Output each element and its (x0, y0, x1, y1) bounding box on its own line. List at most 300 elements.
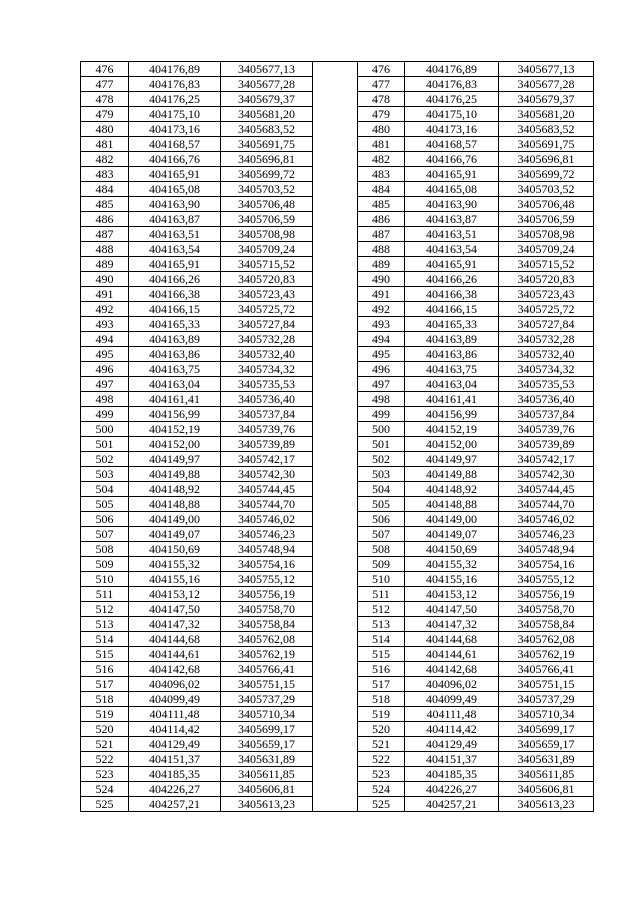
table-row (81, 452, 594, 467)
x-coordinate-cell: 404152,00 (405, 437, 499, 452)
table-row (81, 602, 594, 617)
point-number-cell: 480 (358, 122, 405, 137)
column-separator (313, 782, 358, 797)
x-coordinate-cell: 404144,68 (129, 632, 221, 647)
column-separator (313, 437, 358, 452)
point-number-cell: 487 (81, 227, 129, 242)
table-row (81, 107, 594, 122)
x-coordinate-cell: 404142,68 (129, 662, 221, 677)
x-coordinate-cell: 404111,48 (129, 707, 221, 722)
point-number-cell: 493 (358, 317, 405, 332)
y-coordinate-cell: 3405606,81 (499, 782, 594, 797)
y-coordinate-cell: 3405742,30 (499, 467, 594, 482)
x-coordinate-cell: 404099,49 (129, 692, 221, 707)
point-number-cell: 498 (81, 392, 129, 407)
point-number-cell: 520 (81, 722, 129, 737)
x-coordinate-cell: 404149,97 (129, 452, 221, 467)
column-separator (313, 662, 358, 677)
y-coordinate-cell: 3405699,72 (221, 167, 313, 182)
point-number-cell: 515 (358, 647, 405, 662)
x-coordinate-cell: 404163,04 (405, 377, 499, 392)
column-separator (313, 377, 358, 392)
x-coordinate-cell: 404185,35 (405, 767, 499, 782)
point-number-cell: 521 (358, 737, 405, 752)
x-coordinate-cell: 404096,02 (129, 677, 221, 692)
point-number-cell: 495 (81, 347, 129, 362)
column-separator (313, 407, 358, 422)
y-coordinate-cell: 3405751,15 (499, 677, 594, 692)
x-coordinate-cell: 404168,57 (405, 137, 499, 152)
point-number-cell: 495 (358, 347, 405, 362)
y-coordinate-cell: 3405766,41 (499, 662, 594, 677)
point-number-cell: 511 (81, 587, 129, 602)
y-coordinate-cell: 3405735,53 (221, 377, 313, 392)
y-coordinate-cell: 3405732,40 (221, 347, 313, 362)
point-number-cell: 524 (81, 782, 129, 797)
y-coordinate-cell: 3405746,02 (221, 512, 313, 527)
point-number-cell: 481 (358, 137, 405, 152)
x-coordinate-cell: 404226,27 (405, 782, 499, 797)
table-row (81, 677, 594, 692)
y-coordinate-cell: 3405739,76 (221, 422, 313, 437)
column-separator (313, 617, 358, 632)
table-row (81, 572, 594, 587)
point-number-cell: 497 (81, 377, 129, 392)
point-number-cell: 501 (358, 437, 405, 452)
x-coordinate-cell: 404149,97 (405, 452, 499, 467)
coordinates-table (80, 61, 594, 812)
x-coordinate-cell: 404166,15 (405, 302, 499, 317)
column-separator (313, 227, 358, 242)
table-row (81, 587, 594, 602)
x-coordinate-cell: 404163,54 (129, 242, 221, 257)
y-coordinate-cell: 3405732,28 (221, 332, 313, 347)
y-coordinate-cell: 3405677,13 (221, 62, 313, 77)
y-coordinate-cell: 3405762,08 (221, 632, 313, 647)
y-coordinate-cell: 3405708,98 (499, 227, 594, 242)
x-coordinate-cell: 404163,90 (405, 197, 499, 212)
x-coordinate-cell: 404166,15 (129, 302, 221, 317)
point-number-cell: 523 (81, 767, 129, 782)
x-coordinate-cell: 404175,10 (405, 107, 499, 122)
y-coordinate-cell: 3405744,45 (499, 482, 594, 497)
table-row (81, 92, 594, 107)
y-coordinate-cell: 3405762,08 (499, 632, 594, 647)
point-number-cell: 514 (81, 632, 129, 647)
x-coordinate-cell: 404166,38 (129, 287, 221, 302)
x-coordinate-cell: 404114,42 (129, 722, 221, 737)
y-coordinate-cell: 3405754,16 (221, 557, 313, 572)
column-separator (313, 722, 358, 737)
y-coordinate-cell: 3405744,45 (221, 482, 313, 497)
point-number-cell: 476 (358, 62, 405, 77)
x-coordinate-cell: 404144,61 (129, 647, 221, 662)
y-coordinate-cell: 3405746,02 (499, 512, 594, 527)
point-number-cell: 482 (81, 152, 129, 167)
x-coordinate-cell: 404155,32 (129, 557, 221, 572)
table-row (81, 467, 594, 482)
column-separator (313, 212, 358, 227)
x-coordinate-cell: 404165,33 (129, 317, 221, 332)
table-row (81, 137, 594, 152)
y-coordinate-cell: 3405696,81 (499, 152, 594, 167)
x-coordinate-cell: 404166,76 (405, 152, 499, 167)
y-coordinate-cell: 3405681,20 (221, 107, 313, 122)
point-number-cell: 499 (358, 407, 405, 422)
y-coordinate-cell: 3405699,17 (499, 722, 594, 737)
y-coordinate-cell: 3405659,17 (221, 737, 313, 752)
point-number-cell: 492 (81, 302, 129, 317)
y-coordinate-cell: 3405706,48 (499, 197, 594, 212)
point-number-cell: 510 (81, 572, 129, 587)
x-coordinate-cell: 404155,16 (405, 572, 499, 587)
table-row (81, 287, 594, 302)
column-separator (313, 587, 358, 602)
x-coordinate-cell: 404166,76 (129, 152, 221, 167)
table-row (81, 737, 594, 752)
x-coordinate-cell: 404149,88 (129, 467, 221, 482)
point-number-cell: 519 (358, 707, 405, 722)
table-row (81, 77, 594, 92)
x-coordinate-cell: 404155,16 (129, 572, 221, 587)
column-separator (313, 647, 358, 662)
y-coordinate-cell: 3405677,28 (221, 77, 313, 92)
x-coordinate-cell: 404149,00 (405, 512, 499, 527)
y-coordinate-cell: 3405613,23 (499, 797, 594, 812)
point-number-cell: 477 (358, 77, 405, 92)
table-row (81, 422, 594, 437)
x-coordinate-cell: 404176,25 (129, 92, 221, 107)
table-row (81, 362, 594, 377)
column-separator (313, 452, 358, 467)
point-number-cell: 481 (81, 137, 129, 152)
table-row (81, 557, 594, 572)
x-coordinate-cell: 404153,12 (405, 587, 499, 602)
y-coordinate-cell: 3405737,84 (221, 407, 313, 422)
point-number-cell: 497 (358, 377, 405, 392)
y-coordinate-cell: 3405756,19 (499, 587, 594, 602)
point-number-cell: 494 (81, 332, 129, 347)
column-separator (313, 632, 358, 647)
point-number-cell: 490 (358, 272, 405, 287)
y-coordinate-cell: 3405748,94 (221, 542, 313, 557)
column-separator (313, 797, 358, 812)
x-coordinate-cell: 404161,41 (405, 392, 499, 407)
x-coordinate-cell: 404226,27 (129, 782, 221, 797)
x-coordinate-cell: 404165,91 (129, 167, 221, 182)
point-number-cell: 496 (81, 362, 129, 377)
y-coordinate-cell: 3405739,89 (221, 437, 313, 452)
point-number-cell: 503 (358, 467, 405, 482)
y-coordinate-cell: 3405710,34 (499, 707, 594, 722)
point-number-cell: 484 (81, 182, 129, 197)
x-coordinate-cell: 404165,33 (405, 317, 499, 332)
y-coordinate-cell: 3405742,17 (221, 452, 313, 467)
x-coordinate-cell: 404144,68 (405, 632, 499, 647)
y-coordinate-cell: 3405706,59 (499, 212, 594, 227)
y-coordinate-cell: 3405762,19 (221, 647, 313, 662)
point-number-cell: 482 (358, 152, 405, 167)
y-coordinate-cell: 3405736,40 (221, 392, 313, 407)
y-coordinate-cell: 3405631,89 (499, 752, 594, 767)
y-coordinate-cell: 3405746,23 (221, 527, 313, 542)
y-coordinate-cell: 3405709,24 (499, 242, 594, 257)
x-coordinate-cell: 404163,75 (129, 362, 221, 377)
column-separator (313, 182, 358, 197)
x-coordinate-cell: 404163,89 (405, 332, 499, 347)
point-number-cell: 486 (358, 212, 405, 227)
y-coordinate-cell: 3405755,12 (499, 572, 594, 587)
table-row (81, 437, 594, 452)
point-number-cell: 518 (358, 692, 405, 707)
point-number-cell: 487 (358, 227, 405, 242)
x-coordinate-cell: 404155,32 (405, 557, 499, 572)
column-separator (313, 332, 358, 347)
table-row (81, 782, 594, 797)
y-coordinate-cell: 3405744,70 (221, 497, 313, 512)
x-coordinate-cell: 404163,51 (129, 227, 221, 242)
x-coordinate-cell: 404129,49 (405, 737, 499, 752)
point-number-cell: 506 (81, 512, 129, 527)
x-coordinate-cell: 404152,19 (129, 422, 221, 437)
y-coordinate-cell: 3405737,29 (499, 692, 594, 707)
column-separator (313, 242, 358, 257)
table-row (81, 722, 594, 737)
table-row (81, 62, 594, 77)
y-coordinate-cell: 3405679,37 (499, 92, 594, 107)
y-coordinate-cell: 3405677,13 (499, 62, 594, 77)
point-number-cell: 500 (81, 422, 129, 437)
y-coordinate-cell: 3405708,98 (221, 227, 313, 242)
y-coordinate-cell: 3405613,23 (221, 797, 313, 812)
column-separator (313, 707, 358, 722)
point-number-cell: 484 (358, 182, 405, 197)
x-coordinate-cell: 404150,69 (405, 542, 499, 557)
y-coordinate-cell: 3405691,75 (499, 137, 594, 152)
point-number-cell: 496 (358, 362, 405, 377)
y-coordinate-cell: 3405732,40 (499, 347, 594, 362)
point-number-cell: 493 (81, 317, 129, 332)
x-coordinate-cell: 404149,00 (129, 512, 221, 527)
table-row (81, 122, 594, 137)
x-coordinate-cell: 404165,91 (129, 257, 221, 272)
x-coordinate-cell: 404151,37 (129, 752, 221, 767)
x-coordinate-cell: 404161,41 (129, 392, 221, 407)
point-number-cell: 502 (81, 452, 129, 467)
point-number-cell: 494 (358, 332, 405, 347)
y-coordinate-cell: 3405732,28 (499, 332, 594, 347)
x-coordinate-cell: 404166,26 (129, 272, 221, 287)
point-number-cell: 485 (358, 197, 405, 212)
point-number-cell: 507 (358, 527, 405, 542)
point-number-cell: 516 (81, 662, 129, 677)
y-coordinate-cell: 3405677,28 (499, 77, 594, 92)
y-coordinate-cell: 3405725,72 (499, 302, 594, 317)
table-row (81, 302, 594, 317)
x-coordinate-cell: 404156,99 (129, 407, 221, 422)
table-row (81, 347, 594, 362)
y-coordinate-cell: 3405725,72 (221, 302, 313, 317)
table-row (81, 332, 594, 347)
column-separator (313, 392, 358, 407)
y-coordinate-cell: 3405766,41 (221, 662, 313, 677)
column-separator (313, 62, 358, 77)
table-row (81, 482, 594, 497)
point-number-cell: 491 (358, 287, 405, 302)
column-separator (313, 497, 358, 512)
column-separator (313, 167, 358, 182)
table-row (81, 272, 594, 287)
x-coordinate-cell: 404147,32 (129, 617, 221, 632)
point-number-cell: 500 (358, 422, 405, 437)
table-row (81, 632, 594, 647)
y-coordinate-cell: 3405715,52 (499, 257, 594, 272)
y-coordinate-cell: 3405683,52 (221, 122, 313, 137)
point-number-cell: 510 (358, 572, 405, 587)
y-coordinate-cell: 3405659,17 (499, 737, 594, 752)
point-number-cell: 488 (358, 242, 405, 257)
y-coordinate-cell: 3405758,84 (499, 617, 594, 632)
x-coordinate-cell: 404176,83 (129, 77, 221, 92)
y-coordinate-cell: 3405709,24 (221, 242, 313, 257)
point-number-cell: 488 (81, 242, 129, 257)
x-coordinate-cell: 404175,10 (129, 107, 221, 122)
column-separator (313, 122, 358, 137)
y-coordinate-cell: 3405679,37 (221, 92, 313, 107)
point-number-cell: 514 (358, 632, 405, 647)
y-coordinate-cell: 3405691,75 (221, 137, 313, 152)
y-coordinate-cell: 3405734,32 (221, 362, 313, 377)
point-number-cell: 517 (81, 677, 129, 692)
table-row (81, 182, 594, 197)
point-number-cell: 521 (81, 737, 129, 752)
x-coordinate-cell: 404148,92 (129, 482, 221, 497)
x-coordinate-cell: 404142,68 (405, 662, 499, 677)
column-separator (313, 422, 358, 437)
x-coordinate-cell: 404163,54 (405, 242, 499, 257)
point-number-cell: 483 (358, 167, 405, 182)
point-number-cell: 508 (358, 542, 405, 557)
point-number-cell: 476 (81, 62, 129, 77)
column-separator (313, 557, 358, 572)
column-separator (313, 572, 358, 587)
table-row (81, 212, 594, 227)
table-row (81, 242, 594, 257)
point-number-cell: 525 (358, 797, 405, 812)
y-coordinate-cell: 3405758,70 (499, 602, 594, 617)
y-coordinate-cell: 3405739,89 (499, 437, 594, 452)
x-coordinate-cell: 404147,50 (405, 602, 499, 617)
x-coordinate-cell: 404151,37 (405, 752, 499, 767)
point-number-cell: 523 (358, 767, 405, 782)
column-separator (313, 692, 358, 707)
x-coordinate-cell: 404176,89 (405, 62, 499, 77)
table-row (81, 617, 594, 632)
x-coordinate-cell: 404156,99 (405, 407, 499, 422)
table-row (81, 797, 594, 812)
y-coordinate-cell: 3405727,84 (221, 317, 313, 332)
y-coordinate-cell: 3405735,53 (499, 377, 594, 392)
x-coordinate-cell: 404163,04 (129, 377, 221, 392)
x-coordinate-cell: 404148,88 (405, 497, 499, 512)
point-number-cell: 478 (358, 92, 405, 107)
point-number-cell: 512 (81, 602, 129, 617)
column-separator (313, 107, 358, 122)
y-coordinate-cell: 3405737,84 (499, 407, 594, 422)
y-coordinate-cell: 3405723,43 (499, 287, 594, 302)
table-row (81, 227, 594, 242)
x-coordinate-cell: 404165,91 (405, 167, 499, 182)
x-coordinate-cell: 404166,38 (405, 287, 499, 302)
point-number-cell: 502 (358, 452, 405, 467)
y-coordinate-cell: 3405696,81 (221, 152, 313, 167)
table-row (81, 752, 594, 767)
point-number-cell: 512 (358, 602, 405, 617)
column-separator (313, 302, 358, 317)
x-coordinate-cell: 404166,26 (405, 272, 499, 287)
point-number-cell: 489 (358, 257, 405, 272)
x-coordinate-cell: 404257,21 (405, 797, 499, 812)
column-separator (313, 467, 358, 482)
x-coordinate-cell: 404163,90 (129, 197, 221, 212)
y-coordinate-cell: 3405715,52 (221, 257, 313, 272)
point-number-cell: 504 (358, 482, 405, 497)
column-separator (313, 677, 358, 692)
table-row (81, 167, 594, 182)
table-row (81, 257, 594, 272)
y-coordinate-cell: 3405631,89 (221, 752, 313, 767)
table-row (81, 512, 594, 527)
x-coordinate-cell: 404168,57 (129, 137, 221, 152)
table-row (81, 392, 594, 407)
point-number-cell: 486 (81, 212, 129, 227)
y-coordinate-cell: 3405611,85 (499, 767, 594, 782)
y-coordinate-cell: 3405611,85 (221, 767, 313, 782)
table-row (81, 317, 594, 332)
x-coordinate-cell: 404153,12 (129, 587, 221, 602)
table-row (81, 662, 594, 677)
y-coordinate-cell: 3405727,84 (499, 317, 594, 332)
point-number-cell: 516 (358, 662, 405, 677)
x-coordinate-cell: 404176,89 (129, 62, 221, 77)
point-number-cell: 518 (81, 692, 129, 707)
y-coordinate-cell: 3405703,52 (499, 182, 594, 197)
x-coordinate-cell: 404165,08 (405, 182, 499, 197)
x-coordinate-cell: 404148,92 (405, 482, 499, 497)
x-coordinate-cell: 404163,89 (129, 332, 221, 347)
y-coordinate-cell: 3405699,72 (499, 167, 594, 182)
x-coordinate-cell: 404163,51 (405, 227, 499, 242)
column-separator (313, 512, 358, 527)
y-coordinate-cell: 3405683,52 (499, 122, 594, 137)
column-separator (313, 542, 358, 557)
table-row (81, 542, 594, 557)
table-row (81, 647, 594, 662)
y-coordinate-cell: 3405739,76 (499, 422, 594, 437)
point-number-cell: 522 (358, 752, 405, 767)
table-row (81, 707, 594, 722)
point-number-cell: 522 (81, 752, 129, 767)
point-number-cell: 483 (81, 167, 129, 182)
column-separator (313, 362, 358, 377)
x-coordinate-cell: 404176,83 (405, 77, 499, 92)
x-coordinate-cell: 404176,25 (405, 92, 499, 107)
point-number-cell: 504 (81, 482, 129, 497)
y-coordinate-cell: 3405758,70 (221, 602, 313, 617)
x-coordinate-cell: 404150,69 (129, 542, 221, 557)
y-coordinate-cell: 3405744,70 (499, 497, 594, 512)
x-coordinate-cell: 404173,16 (405, 122, 499, 137)
